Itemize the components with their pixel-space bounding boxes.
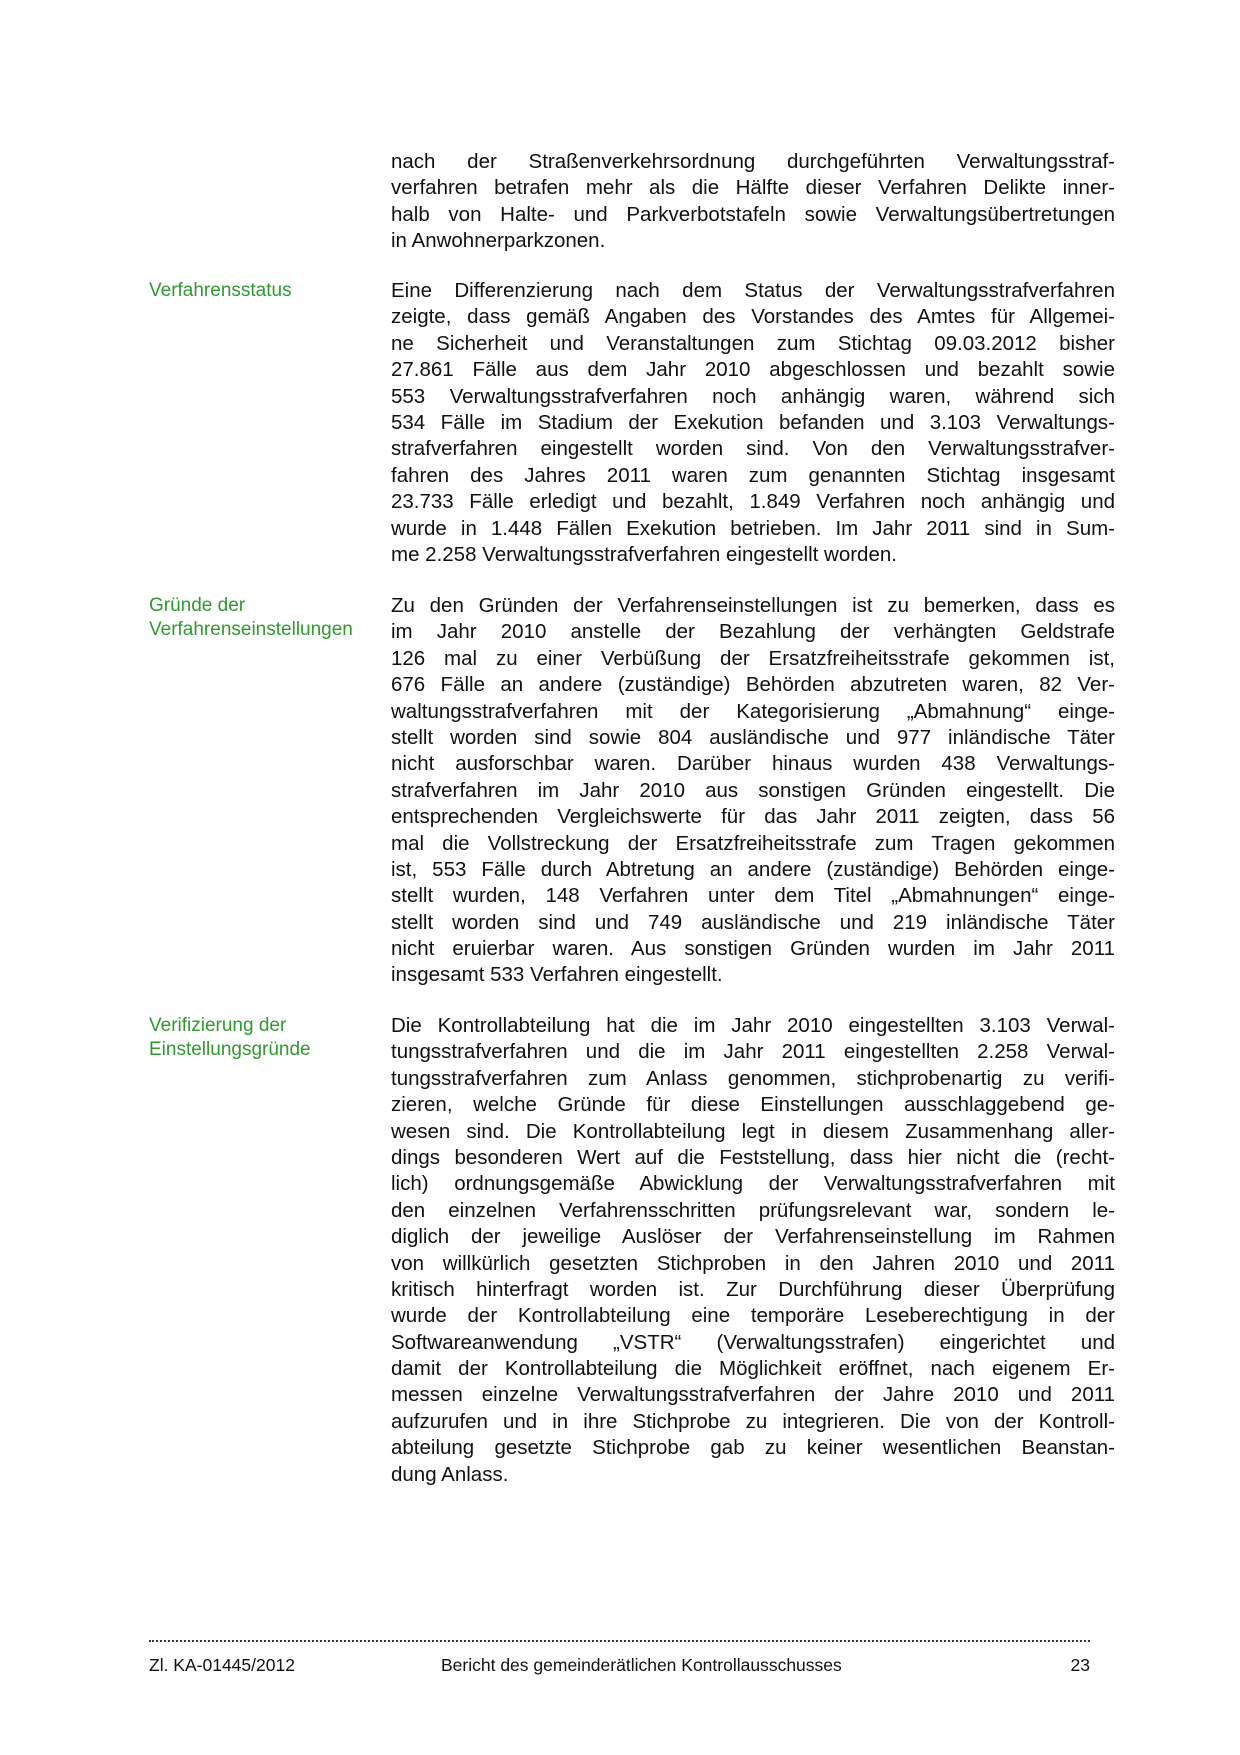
body-paragraph — [391, 149, 1115, 255]
text-line: halb von Halte- und Parkverbotstafeln sowie Verwaltungsübertretungen — [391, 202, 1115, 226]
text-line: tungsstrafverfahren und die im Jahr 2011 eingestellten 2.258 Verwal- — [391, 1040, 1115, 1064]
text-line: im Jahr 2010 anstelle der Bezahlung der verhängten Geldstrafe — [391, 620, 1115, 644]
text-line: ne Sicherheit und Veranstaltungen zum Stichtag 09.03.2012 bisher — [391, 331, 1115, 355]
text-line: 534 Fälle im Stadium der Exekution befanden und 3.103 Verwaltungs- — [391, 410, 1115, 434]
text-line: mal die Vollstreckung der Ersatzfreiheitsstrafe zum Tragen gekommen — [391, 831, 1115, 855]
text-line: me 2.258 Verwaltungsstrafverfahren eingestellt worden. — [391, 542, 897, 566]
text-line: dings besonderen Wert auf die Feststellung, dass hier nicht die (recht- — [391, 1145, 1115, 1169]
text-line: stellt worden sind und 749 ausländische und 219 inländische Täter — [391, 910, 1115, 934]
body-paragraph — [391, 593, 1115, 989]
text-line: messen einzelne Verwaltungsstrafverfahren der Jahre 2010 und 2011 — [391, 1383, 1115, 1407]
margin-heading-line: Verfahrensstatus — [149, 280, 292, 301]
text-line: Softwareanwendung „VSTR“ (Verwaltungsstrafen) eingerichtet und — [391, 1330, 1115, 1354]
margin-heading-line: Gründe der — [149, 595, 246, 616]
page-number: 23 — [1070, 1655, 1090, 1675]
margin-heading-line: Verfahrenseinstellungen — [149, 619, 353, 640]
text-line: insgesamt 533 Verfahren eingestellt. — [391, 963, 723, 987]
text-line: entsprechenden Vergleichswerte für das Jahr 2011 zeigten, dass 56 — [391, 805, 1115, 829]
text-line: nicht eruierbar waren. Aus sonstigen Gründen wurden im Jahr 2011 — [391, 937, 1115, 961]
text-line: von willkürlich gesetzten Stichproben in den Jahren 2010 und 2011 — [391, 1251, 1115, 1275]
text-line: abteilung gesetzte Stichprobe gab zu keiner wesentlichen Beanstan- — [391, 1436, 1115, 1460]
margin-heading — [149, 1014, 379, 1062]
text-line: 676 Fälle an andere (zuständige) Behörden abzutreten waren, 82 Ver- — [391, 673, 1115, 697]
text-line: damit der Kontrollabteilung die Möglichkeit eröffnet, nach eigenem Er- — [391, 1357, 1115, 1381]
text-line: kritisch hinterfragt worden ist. Zur Durchführung dieser Überprüfung — [391, 1277, 1115, 1301]
margin-heading — [149, 279, 379, 303]
text-line: wesen sind. Die Kontrollabteilung legt in diesem Zusammenhang aller- — [391, 1119, 1115, 1143]
margin-heading-line: Verifizierung der — [149, 1015, 287, 1036]
text-line: stellt worden sind sowie 804 ausländische und 977 inländische Täter — [391, 725, 1115, 749]
body-paragraph — [391, 1013, 1115, 1488]
text-line: stellt wurden, 148 Verfahren unter dem Titel „Abmahnungen“ einge- — [391, 884, 1115, 908]
text-line: diglich der jeweilige Auslöser der Verfahrenseinstellung im Rahmen — [391, 1225, 1115, 1249]
text-line: zeigte, dass gemäß Angaben des Vorstandes des Amtes für Allgemei- — [391, 305, 1115, 329]
text-line: nach der Straßenverkehrsordnung durchgeführten Verwaltungsstraf- — [391, 150, 1115, 173]
text-line: 27.861 Fälle aus dem Jahr 2010 abgeschlossen und bezahlt sowie — [391, 358, 1115, 382]
text-line: fahren des Jahres 2011 waren zum genannten Stichtag insgesamt — [391, 463, 1115, 487]
footer-divider — [149, 1640, 1090, 1642]
text-line: 23.733 Fälle erledigt und bezahlt, 1.849 Verfahren noch anhängig und — [391, 490, 1115, 514]
text-line: zieren, welche Gründe für diese Einstellungen ausschlaggebend ge- — [391, 1093, 1115, 1117]
margin-heading-line: Einstellungsgründe — [149, 1039, 311, 1060]
margin-heading — [149, 594, 379, 642]
text-line: in Anwohnerparkzonen. — [391, 229, 606, 253]
text-line: Zu den Gründen der Verfahrenseinstellungen ist zu bemerken, dass es — [391, 594, 1115, 617]
text-line: 126 mal zu einer Verbüßung der Ersatzfreiheitsstrafe gekommen ist, — [391, 646, 1115, 670]
text-line: lich) ordnungsgemäße Abwicklung der Verwaltungsstrafverfahren mit — [391, 1172, 1115, 1196]
body-paragraph — [391, 278, 1115, 568]
text-line: den einzelnen Verfahrensschritten prüfungsrelevant war, sondern le- — [391, 1198, 1115, 1222]
footer-title: Bericht des gemeinderätlichen Kontrollausschusses — [441, 1655, 842, 1675]
text-line: dung Anlass. — [391, 1462, 509, 1486]
text-line: wurde in 1.448 Fällen Exekution betrieben. Im Jahr 2011 sind in Sum- — [391, 516, 1115, 540]
text-line: Eine Differenzierung nach dem Status der Verwaltungsstrafverfahren — [391, 279, 1115, 302]
text-line: tungsstrafverfahren zum Anlass genommen, stichprobenartig zu verifi- — [391, 1066, 1115, 1090]
text-line: wurde der Kontrollabteilung eine temporäre Leseberechtigung in der — [391, 1304, 1115, 1328]
footer-reference: Zl. KA-01445/2012 — [149, 1655, 295, 1675]
text-line: nicht ausforschbar waren. Darüber hinaus wurden 438 Verwaltungs- — [391, 752, 1115, 776]
text-line: Die Kontrollabteilung hat die im Jahr 2010 eingestellten 3.103 Verwal- — [391, 1014, 1115, 1037]
text-line: waltungsstrafverfahren mit der Kategorisierung „Abmahnung“ einge- — [391, 699, 1115, 723]
text-line: 553 Verwaltungsstrafverfahren noch anhängig waren, während sich — [391, 384, 1115, 408]
text-line: strafverfahren eingestellt worden sind. Von den Verwaltungsstrafver- — [391, 437, 1115, 461]
text-line: aufzurufen und in ihre Stichprobe zu integrieren. Die von der Kontroll- — [391, 1409, 1115, 1433]
text-line: ist, 553 Fälle durch Abtretung an andere (zuständige) Behörden einge- — [391, 857, 1115, 881]
text-line: strafverfahren im Jahr 2010 aus sonstigen Gründen eingestellt. Die — [391, 778, 1115, 802]
text-line: verfahren betrafen mehr als die Hälfte dieser Verfahren Delikte inner- — [391, 176, 1115, 200]
